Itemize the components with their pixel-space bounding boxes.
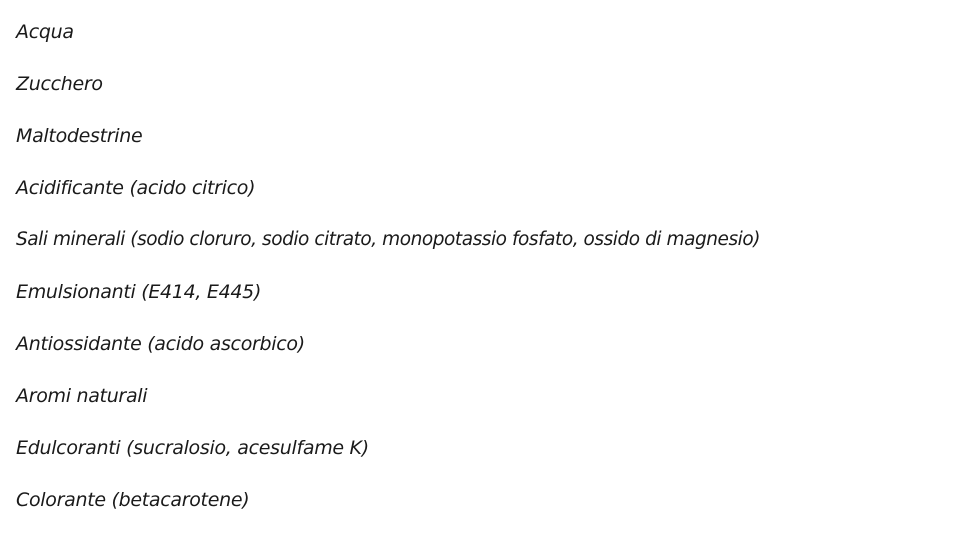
ingredient-item-emulsionanti: Emulsionanti (E414, E445) [16,281,262,303]
ingredient-item-acidificante: Acidificante (acido citrico) [16,177,256,199]
ingredient-item-aromi-naturali: Aromi naturali [16,385,148,407]
ingredient-list [16,15,760,535]
ingredient-item-edulcoranti: Edulcoranti (sucralosio, acesulfame K) [16,437,369,459]
ingredient-item-maltodestrine: Maltodestrine [16,125,143,147]
ingredient-item-zucchero: Zucchero [16,73,103,95]
ingredient-item-acqua: Acqua [16,21,74,43]
ingredient-item-antiossidante: Antiossidante (acido ascorbico) [16,333,305,355]
ingredient-item-colorante: Colorante (betacarotene) [16,489,250,511]
ingredient-item-sali-minerali: Sali minerali (sodio cloruro, sodio citrato, monopotassio fosfato, ossido di magnesio) [16,229,760,250]
